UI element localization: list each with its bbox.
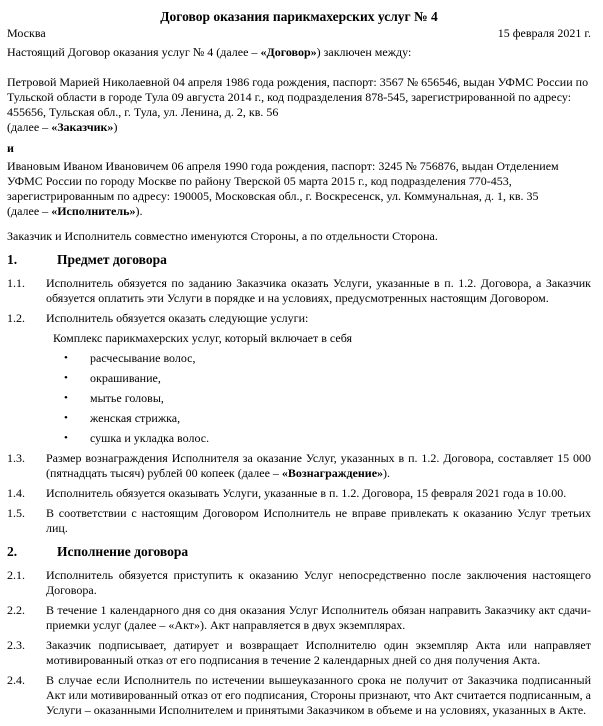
term-zakazchik: «Заказчик» bbox=[51, 120, 114, 134]
service-label: женская стрижка, bbox=[90, 411, 181, 425]
customer-details: Петровой Марией Николаевной 04 апреля 1986 года рождения, паспорт: 3567 № 656546, выдан УФМС России по Тульской области в городе Тула 09 августа 2014 г., код подразделения 878-545, зарегистрированной по адресу: 455656, Тульская обл., г. Тула, ул. Ленина, д. 2, кв. 56 bbox=[7, 75, 589, 119]
contractor-details: Ивановым Иваном Ивановичем 06 апреля 1990 года рождения, паспорт: 3245 № 756876, выдан Отделением УФМС России по городу Москве по району Тверской 05 марта 2015 г., код подразделения 770-453, зарегистрированным по адресу: 190005, Московская обл., г. Воскресенск, ул. Коммунальная, д. 1, кв. 35 bbox=[7, 159, 559, 203]
service-bullet-item bbox=[64, 371, 591, 386]
service-bullet-item bbox=[64, 431, 591, 446]
term-voznagrazhdenie: «Вознаграждение» bbox=[281, 466, 384, 480]
clause-number: 1.1. bbox=[7, 276, 25, 290]
alias-post: ). bbox=[135, 204, 143, 218]
bullet-icon: • bbox=[64, 352, 68, 364]
clause-2-3 bbox=[7, 638, 591, 668]
customer-alias-line bbox=[7, 120, 591, 135]
clause-number: 1.5. bbox=[7, 506, 25, 520]
clause-text-post: ). bbox=[383, 466, 391, 480]
services-bullet-list bbox=[7, 351, 591, 446]
section-1-number: 1. bbox=[7, 252, 18, 267]
clause-text-pre: Размер вознаграждения Исполнителя за оказание Услуг, указанных в п. 1.2. Договора, составляет 15 000 (пятнадцать тысяч) рублей 00 копеек (далее – bbox=[46, 451, 591, 480]
intro-text-end: ) заключен между: bbox=[316, 45, 412, 59]
clause-1-1 bbox=[7, 276, 591, 306]
clause-2-4 bbox=[7, 673, 591, 718]
bullet-icon: • bbox=[64, 412, 68, 424]
clause-number: 1.3. bbox=[7, 451, 25, 465]
intro-term-dogovor: «Договор» bbox=[260, 45, 317, 59]
section-2-number: 2. bbox=[7, 544, 18, 559]
clause-1-4 bbox=[7, 486, 591, 501]
service-label: мытье головы, bbox=[90, 391, 164, 405]
clause-text: Исполнитель обязуется по заданию Заказчика оказать Услуги, указанные в п. 1.2. Договора, а Заказчик обязуется оплатить эти Услуги в порядке и на условиях, предусмотренных настоящим Договором. bbox=[46, 276, 591, 305]
clause-number: 2.1. bbox=[7, 568, 25, 582]
clause-text: Исполнитель обязуется оказать следующие услуги: bbox=[46, 311, 309, 325]
term-ispolnitel: «Исполнитель» bbox=[51, 204, 136, 218]
contractor-paragraph bbox=[7, 159, 591, 219]
clause-number: 1.2. bbox=[7, 311, 25, 325]
city-label: Москва bbox=[7, 26, 46, 40]
section-2-heading bbox=[7, 543, 591, 561]
services-intro-line: Комплекс парикмахерских услуг, который включает в себя bbox=[53, 331, 353, 345]
clause-text: В случае если Исполнитель по истечении вышеуказанного срока не получит от Заказчика подписанный Акт или мотивированный отказ от его подписания, Стороны признают, что Акт считается подписанным, а Услуги – оказанными Исполнителем и принятыми Заказчиком в объеме и на условиях, указанных в Акте. bbox=[46, 673, 591, 717]
clause-2-1 bbox=[7, 568, 591, 598]
service-label: расчесывание волос, bbox=[90, 351, 196, 365]
service-label: сушка и укладка волос. bbox=[90, 431, 210, 445]
conjunction: и bbox=[7, 141, 14, 155]
clause-text: Исполнитель обязуется приступить к оказанию Услуг непосредственно после заключения настоящего Договора. bbox=[46, 568, 591, 597]
section-1-heading bbox=[7, 251, 591, 269]
date-label: 15 февраля 2021 г. bbox=[497, 26, 591, 40]
intro-text: Настоящий Договор оказания услуг № 4 (далее – bbox=[7, 45, 261, 59]
document-title: Договор оказания парикмахерских услуг № 4 bbox=[160, 9, 438, 24]
section-1-title: Предмет договора bbox=[57, 252, 167, 267]
bullet-icon: • bbox=[64, 392, 68, 404]
service-label: окрашивание, bbox=[90, 371, 161, 385]
clause-1-2 bbox=[7, 311, 591, 326]
clause-number: 2.4. bbox=[7, 673, 25, 687]
service-bullet-item bbox=[64, 351, 591, 366]
clause-number: 2.3. bbox=[7, 638, 25, 652]
parties-paragraph: Заказчик и Исполнитель совместно именуются Стороны, а по отдельности Сторона. bbox=[7, 229, 438, 243]
intro-paragraph bbox=[7, 45, 591, 60]
clause-number: 1.4. bbox=[7, 486, 25, 500]
clause-2-2 bbox=[7, 603, 591, 633]
clause-text: В течение 1 календарного дня со дня оказания Услуг Исполнитель обязан направить Заказчику акт сдачи-приемки услуг (далее – «Акт»). Акт направляется в двух экземплярах. bbox=[46, 603, 591, 632]
bullet-icon: • bbox=[64, 372, 68, 384]
bullet-icon: • bbox=[64, 432, 68, 444]
alias-pre: (далее – bbox=[7, 120, 52, 134]
clause-text: В соответствии с настоящим Договором Исполнитель не вправе привлекать к оказанию Услуг третьих лиц. bbox=[46, 506, 591, 535]
city-date-line bbox=[7, 26, 591, 41]
alias-pre: (далее – bbox=[7, 204, 52, 218]
clause-text: Исполнитель обязуется оказывать Услуги, указанные в п. 1.2. Договора, 15 февраля 2021 года в 10.00. bbox=[46, 486, 567, 500]
contractor-alias-line bbox=[7, 204, 591, 219]
alias-post: ) bbox=[113, 120, 118, 134]
service-bullet-item bbox=[64, 391, 591, 406]
clause-1-5 bbox=[7, 506, 591, 536]
customer-paragraph bbox=[7, 75, 591, 135]
clause-text bbox=[46, 451, 591, 481]
service-bullet-item bbox=[64, 411, 591, 426]
clause-number: 2.2. bbox=[7, 603, 25, 617]
section-2-title: Исполнение договора bbox=[57, 544, 189, 559]
clause-text: Заказчик подписывает, датирует и возвращает Исполнителю один экземпляр Акта или направляет мотивированный отказ от его подписания в течение 2 календарных дней со дня получения Акта. bbox=[46, 638, 591, 667]
clause-1-3 bbox=[7, 451, 591, 481]
